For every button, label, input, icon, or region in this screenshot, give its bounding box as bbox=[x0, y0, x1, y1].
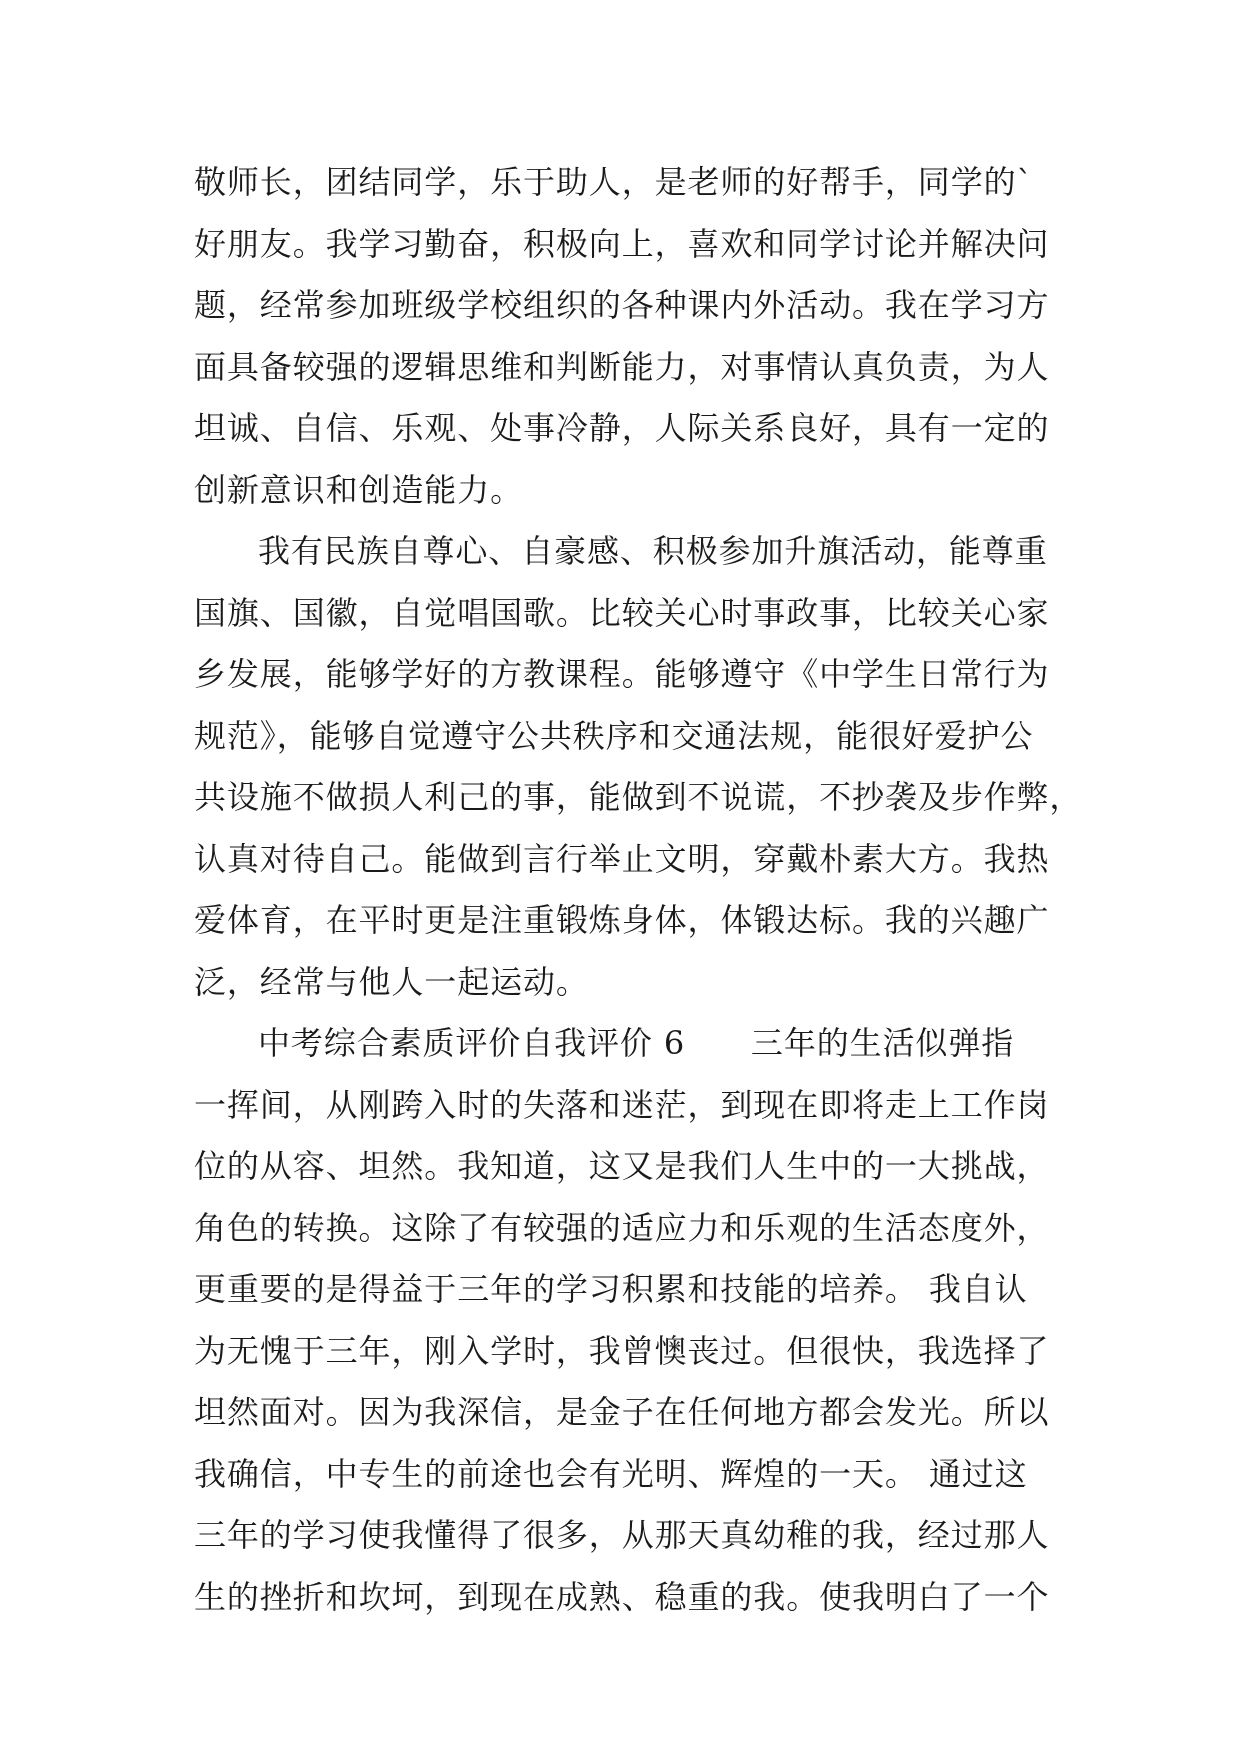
text-line: 一挥间，从刚跨入时的失落和迷茫，到现在即将走上工作岗 bbox=[194, 1085, 1050, 1124]
text-line: 坦诚、自信、乐观、处事冷静，人际关系良好，具有一定的 bbox=[194, 409, 1050, 447]
text-line: 国旗、国徽，自觉唱国歌。比较关心时事政事，比较关心家 bbox=[194, 593, 1050, 632]
text-line: 生的挫折和坎坷，到现在成熟、稳重的我。使我明白了一个 bbox=[194, 1577, 1050, 1616]
text-line: 敬师长，团结同学，乐于助人，是老师的好帮手，同学的` bbox=[194, 163, 1034, 201]
text-line: 认真对待自己。能做到言行举止文明，穿戴朴素大方。我热 bbox=[194, 839, 1050, 878]
text-line: 面具备较强的逻辑思维和判断能力，对事情认真负责，为人 bbox=[194, 347, 1050, 386]
text-line: 题，经常参加班级学校组织的各种课内外活动。我在学习方 bbox=[194, 286, 1050, 324]
text-line: 共设施不做损人利己的事，能做到不说谎，不抄袭及步作弊， bbox=[194, 778, 1083, 816]
text-line: 更重要的是得益于三年的学习积累和技能的培养。 我自认 bbox=[194, 1270, 1028, 1308]
text-line: 规范》，能够自觉遵守公共秩序和交通法规，能很好爱护公 bbox=[194, 716, 1034, 755]
text-line: 乡发展，能够学好的方教课程。能够遵守《中学生日常行为 bbox=[194, 655, 1050, 693]
paragraph-start-line: 中考综合素质评价自我评价 6 三年的生活似弹指 bbox=[258, 1024, 1015, 1062]
text-line: 好朋友。我学习勤奋，积极向上，喜欢和同学讨论并解决问 bbox=[194, 224, 1050, 263]
text-line: 角色的转换。这除了有较强的适应力和乐观的生活态度外， bbox=[194, 1208, 1050, 1247]
text-line: 创新意识和创造能力。 bbox=[194, 470, 524, 509]
text-line: 位的从容、坦然。我知道，这又是我们人生中的一大挑战， bbox=[194, 1147, 1050, 1185]
text-line: 坦然面对。因为我深信，是金子在任何地方都会发光。所以 bbox=[194, 1393, 1050, 1431]
paragraph-start-line: 我有民族自尊心、自豪感、积极参加升旗活动，能尊重 bbox=[258, 532, 1048, 570]
text-line: 泛，经常与他人一起运动。 bbox=[194, 962, 589, 1001]
text-line: 为无愧于三年，刚入学时，我曾懊丧过。但很快，我选择了 bbox=[194, 1331, 1050, 1370]
text-line: 我确信，中专生的前途也会有光明、辉煌的一天。 通过这 bbox=[194, 1454, 1028, 1493]
text-line: 爱体育，在平时更是注重锻炼身体，体锻达标。我的兴趣广 bbox=[194, 901, 1050, 939]
text-line: 三年的学习使我懂得了很多，从那天真幼稚的我，经过那人 bbox=[194, 1516, 1050, 1554]
body-text bbox=[194, 152, 1083, 1628]
